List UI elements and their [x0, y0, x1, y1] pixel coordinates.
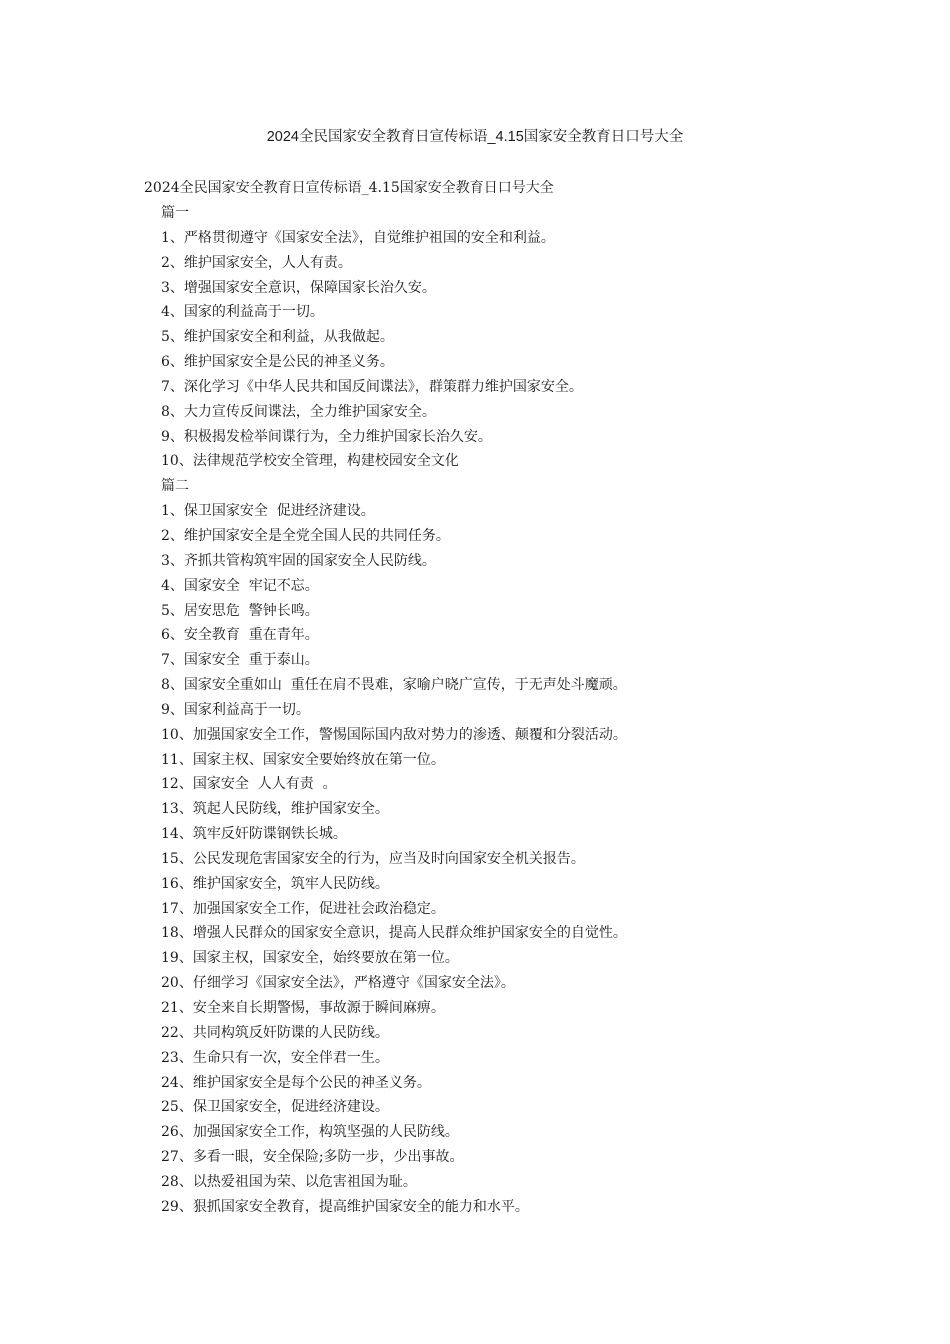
slogan-item: 1、严格贯彻遵守《国家安全法》，自觉维护祖国的安全和利益。 — [161, 229, 555, 246]
slogan-item: 17、加强国家安全工作，促进社会政治稳定。 — [161, 900, 445, 917]
document-subtitle: 2024全民国家安全教育日宣传标语_4.15国家安全教育日口号大全 — [144, 180, 554, 196]
page-title: 2024全民国家安全教育日宣传标语_4.15国家安全教育日口号大全 — [266, 129, 684, 145]
slogan-item: 28、以热爱祖国为荣、以危害祖国为耻。 — [161, 1173, 417, 1190]
slogan-item: 18、增强人民群众的国家安全意识，提高人民群众维护国家安全的自觉性。 — [161, 925, 627, 942]
slogan-item: 24、维护国家安全是每个公民的神圣义务。 — [161, 1074, 431, 1091]
slogan-item: 15、公民发现危害国家安全的行为，应当及时向国家安全机关报告。 — [161, 850, 585, 867]
section-heading: 篇二 — [161, 478, 189, 495]
slogan-item: 4、国家安全 牢记不忘。 — [161, 577, 319, 594]
slogan-item: 29、狠抓国家安全教育，提高维护国家安全的能力和水平。 — [161, 1198, 529, 1215]
slogan-item: 9、积极揭发检举间谍行为，全力维护国家长治久安。 — [161, 428, 492, 445]
slogan-item: 23、生命只有一次，安全伴君一生。 — [161, 1049, 389, 1066]
slogan-item: 11、国家主权、国家安全要始终放在第一位。 — [161, 751, 445, 768]
slogan-item: 20、仔细学习《国家安全法》，严格遵守《国家安全法》。 — [161, 975, 515, 992]
slogan-item: 3、齐抓共管构筑牢固的国家安全人民防线。 — [161, 552, 436, 569]
slogan-item: 14、筑牢反奸防谍钢铁长城。 — [161, 826, 347, 843]
slogan-item: 21、安全来自长期警惕，事故源于瞬间麻痹。 — [161, 1000, 445, 1016]
slogan-item: 5、维护国家安全和利益，从我做起。 — [161, 329, 394, 346]
slogan-item: 1、保卫国家安全 促进经济建设。 — [161, 503, 375, 520]
slogan-item: 4、国家的利益高于一切。 — [161, 304, 324, 321]
slogan-item: 8、大力宣传反间谍法，全力维护国家安全。 — [161, 403, 436, 420]
slogan-item: 16、维护国家安全，筑牢人民防线。 — [161, 875, 389, 892]
slogan-item: 10、法律规范学校安全管理，构建校园安全文化 — [161, 453, 459, 470]
slogan-item: 9、国家利益高于一切。 — [161, 701, 310, 718]
document-body — [144, 176, 844, 1220]
section-heading: 篇一 — [161, 205, 189, 221]
slogan-item: 5、居安思危 警钟长鸣。 — [161, 602, 319, 619]
slogan-item: 3、增强国家安全意识，保障国家长治久安。 — [161, 279, 436, 296]
slogan-item: 6、维护国家安全是公民的神圣义务。 — [161, 354, 394, 371]
slogan-item: 27、多看一眼，安全保险;多防一步，少出事故。 — [161, 1149, 464, 1166]
slogan-item: 7、深化学习《中华人民共和国反间谍法》，群策群力维护国家安全。 — [161, 378, 583, 395]
slogan-item: 22、共同构筑反奸防谍的人民防线。 — [161, 1024, 389, 1041]
slogan-item: 10、加强国家安全工作，警惕国际国内敌对势力的渗透、颠覆和分裂活动。 — [161, 726, 627, 743]
slogan-item: 2、维护国家安全是全党全国人民的共同任务。 — [161, 527, 450, 544]
slogan-item: 12、国家安全 人人有责 。 — [161, 776, 337, 793]
slogan-item: 6、安全教育 重在青年。 — [161, 627, 319, 644]
slogan-sections — [144, 201, 844, 1220]
slogan-item: 13、筑起人民防线，维护国家安全。 — [161, 801, 389, 818]
slogan-item: 26、加强国家安全工作，构筑坚强的人民防线。 — [161, 1124, 459, 1141]
slogan-item: 7、国家安全 重于泰山。 — [161, 652, 319, 669]
slogan-item: 2、维护国家安全，人人有责。 — [161, 254, 352, 271]
slogan-item: 25、保卫国家安全，促进经济建设。 — [161, 1099, 389, 1116]
slogan-item: 8、国家安全重如山 重任在肩不畏难，家喻户晓广宣传，于无声处斗魔顽。 — [161, 677, 627, 694]
slogan-item: 19、国家主权，国家安全，始终要放在第一位。 — [161, 950, 459, 967]
